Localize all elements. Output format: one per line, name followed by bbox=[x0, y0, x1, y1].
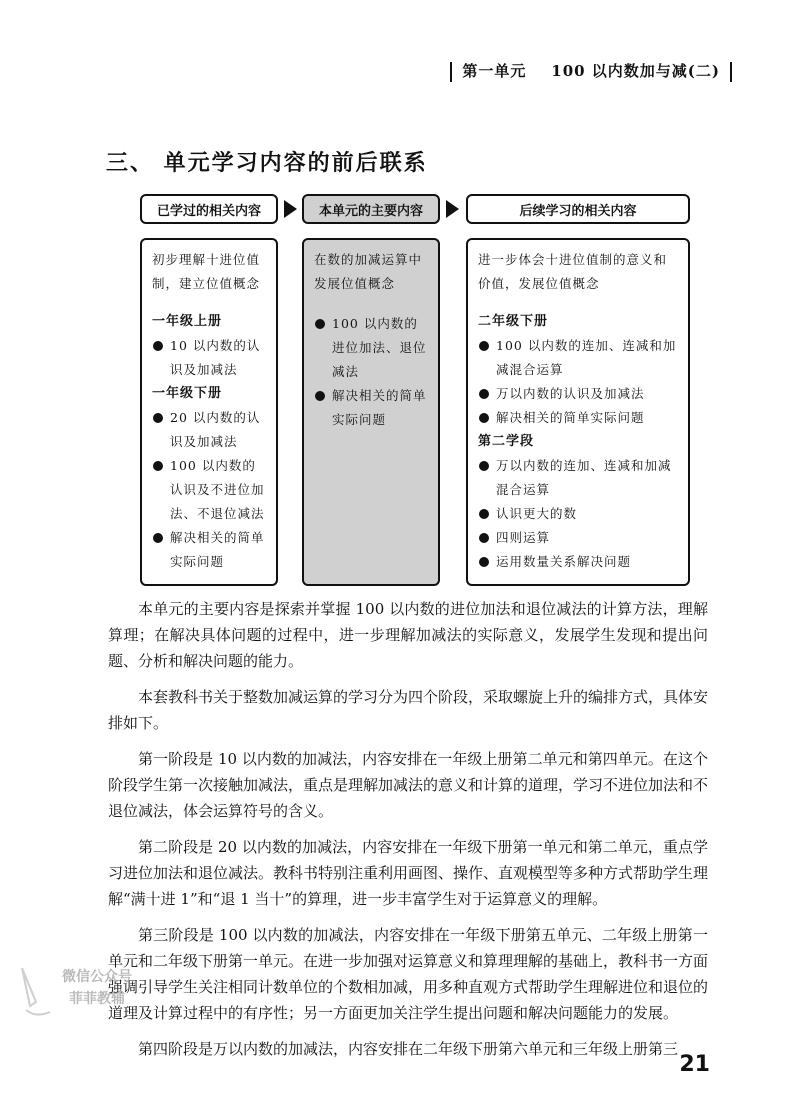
header-divider-left bbox=[450, 62, 452, 82]
left-column-box bbox=[140, 238, 278, 586]
header-title: 100 以内数加与减(二) bbox=[551, 62, 720, 80]
list-item: 20 以内数的认识及加减法 bbox=[152, 406, 266, 454]
watermark-line1: 微信公众号 bbox=[62, 969, 132, 985]
header-unit: 第一单元 bbox=[462, 62, 527, 80]
left-grade-title-1: 一年级上册 bbox=[152, 314, 223, 329]
right-column-box bbox=[466, 238, 690, 586]
list-item: 100 以内数的连加、连减和加减混合运算 bbox=[478, 334, 678, 382]
paragraph: 第四阶段是万以内数的加减法，内容安排在二年级下册第六单元和三年级上册第三 bbox=[138, 1040, 679, 1058]
list-item: 10 以内数的认识及加减法 bbox=[152, 334, 266, 382]
paragraph: 第一阶段是 10 以内数的加减法，内容安排在一年级上册第二单元和第四单元。在这个阶段学生第一次接触加减法，重点是理解加减法的意义和计算的道理，学习不进位加法和不退位减法，体会运算符号的含义。 bbox=[108, 750, 709, 820]
right-list-2 bbox=[478, 454, 678, 574]
left-grade-title-2: 一年级下册 bbox=[152, 386, 223, 401]
header-divider-right bbox=[730, 62, 732, 82]
list-item: 解决相关的简单实际问题 bbox=[152, 526, 266, 574]
list-item: 万以内数的连加、连减和加减混合运算 bbox=[478, 454, 678, 502]
running-header bbox=[440, 60, 742, 82]
right-grade-title-2: 第二学段 bbox=[478, 434, 535, 449]
arrow-right-icon bbox=[284, 200, 297, 218]
right-column-heading: 后续学习的相关内容 bbox=[466, 194, 690, 224]
list-item: 100 以内数的进位加法、退位减法 bbox=[314, 312, 428, 384]
paragraph: 本套教科书关于整数加减运算的学习分为四个阶段，采取螺旋上升的编排方式，具体安排如下。 bbox=[108, 688, 709, 732]
watermark bbox=[22, 966, 172, 1010]
list-item: 100 以内数的认识及不进位加法、不退位减法 bbox=[152, 454, 266, 526]
right-list-1 bbox=[478, 334, 678, 430]
list-item: 四则运算 bbox=[478, 526, 678, 550]
left-list-1 bbox=[152, 334, 266, 382]
paragraph: 第三阶段是 100 以内数的加减法，内容安排在一年级下册第五单元、二年级上册第一单元和二年级下册第一单元。在进一步加强对运算意义和算理理解的基础上，教科书一方面强调引导学生关注相同计数单位的个数相加减，用多种直观方式帮助学生理解进位和退位的道理及计算过程中的有序性；另一方面更加关注学生提出问题和解决问题能力的发展。 bbox=[108, 926, 709, 1022]
list-item: 万以内数的认识及加减法 bbox=[478, 382, 678, 406]
section-title: 三、 单元学习内容的前后联系 bbox=[106, 151, 428, 176]
left-list-2 bbox=[152, 406, 266, 574]
right-intro: 进一步体会十进位值制的意义和价值，发展位值概念 bbox=[478, 252, 668, 291]
right-grade-title-1: 二年级下册 bbox=[478, 314, 549, 329]
paragraph: 第二阶段是 20 以内数的加减法，内容安排在一年级下册第一单元和第二单元，重点学习进位加法和退位减法。教科书特别注重利用画图、操作、直观模型等多种方式帮助学生理解“满十进 1”和“退 1 当十”的算理，进一步丰富学生对于运算意义的理解。 bbox=[108, 838, 709, 908]
page-number: 21 bbox=[679, 1052, 710, 1077]
list-item: 解决相关的简单实际问题 bbox=[314, 384, 428, 432]
middle-intro: 在数的加减运算中发展位值概念 bbox=[314, 252, 423, 291]
pen-logo-icon bbox=[16, 962, 56, 1022]
middle-list bbox=[314, 312, 428, 432]
arrow-right-icon bbox=[446, 200, 459, 218]
list-item: 解决相关的简单实际问题 bbox=[478, 406, 678, 430]
list-item: 运用数量关系解决问题 bbox=[478, 550, 678, 574]
middle-column-box bbox=[302, 238, 440, 586]
left-column-heading: 已学过的相关内容 bbox=[140, 194, 278, 224]
left-intro: 初步理解十进位值制，建立位值概念 bbox=[152, 252, 261, 291]
paragraph: 本单元的主要内容是探索并掌握 100 以内数的进位加法和退位减法的计算方法，理解算理；在解决具体问题的过程中，进一步理解加减法的实际意义，发展学生发现和提出问题、分析和解决问题的能力。 bbox=[108, 600, 708, 670]
watermark-line2: 菲菲教辅 bbox=[69, 991, 125, 1007]
body-text bbox=[108, 596, 708, 1072]
middle-column-heading: 本单元的主要内容 bbox=[302, 194, 440, 224]
list-item: 认识更大的数 bbox=[478, 502, 678, 526]
